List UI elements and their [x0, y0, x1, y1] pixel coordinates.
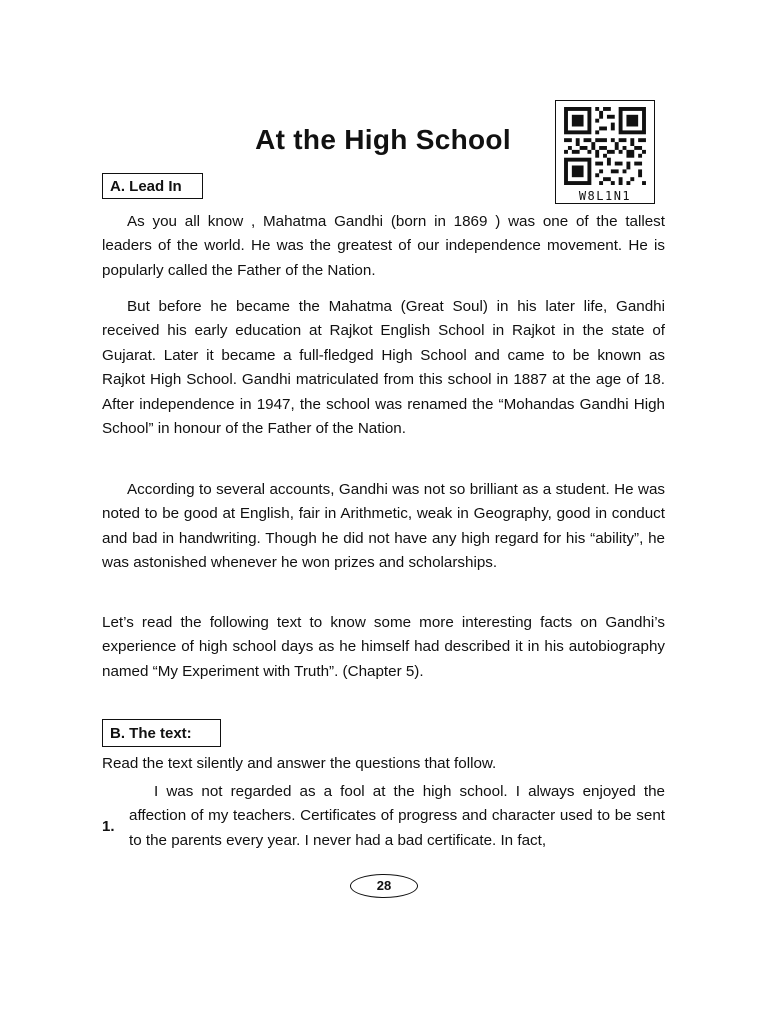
- lead-paragraph-1: As you all know , Mahatma Gandhi (born in 1869 ) was one of the tallest leaders of the world. He was the greatest of our independence movement. He is popularly called the Father of the Nation.: [102, 213, 665, 279]
- qr-code-icon: [563, 107, 647, 185]
- lead-paragraph-4: Let’s read the following text to know some more interesting facts on Gandhi’s experience of high school days as he himself had described it in his autobiography named “My Experiment with Truth”. (Chapter 5).: [102, 614, 665, 680]
- lead-paragraph-2: But before he became the Mahatma (Great Soul) in his later life, Gandhi received his early education at Rajkot English School in Rajkot in the state of Gujarat. Later it became a full-fledged High School and came to be known as Rajkot High School. Gandhi matriculated from this school in 1887 at the age of 18. After independence in 1947, the school was renamed the “Mohandas Gandhi High School” in honour of the Father of the Nation.: [102, 298, 665, 438]
- page-title: At the High School: [255, 124, 511, 155]
- page-number: 28: [350, 874, 418, 898]
- qr-code[interactable]: [555, 100, 655, 204]
- section-b-heading: B. The text:: [102, 719, 221, 747]
- text-paragraph-1: I was not regarded as a fool at the high school. I always enjoyed the affection of my teachers. Certificates of progress and character used to be sent to the parents every year. I never had a bad certificate. In fact,: [129, 783, 665, 849]
- paragraph-number: 1.: [102, 818, 115, 835]
- lead-paragraph-3: According to several accounts, Gandhi was not so brilliant as a student. He was noted to be good at English, fair in Arithmetic, weak in Geography, good in conduct and bad in handwriting. Though he did not have any high regard for his “ability”, he was astonished whenever he won prizes and scholarships.: [102, 481, 665, 572]
- qr-code-label: W8L1N1: [578, 189, 632, 203]
- section-a-heading: A. Lead In: [102, 173, 203, 199]
- instruction-text: Read the text silently and answer the questions that follow.: [102, 755, 497, 772]
